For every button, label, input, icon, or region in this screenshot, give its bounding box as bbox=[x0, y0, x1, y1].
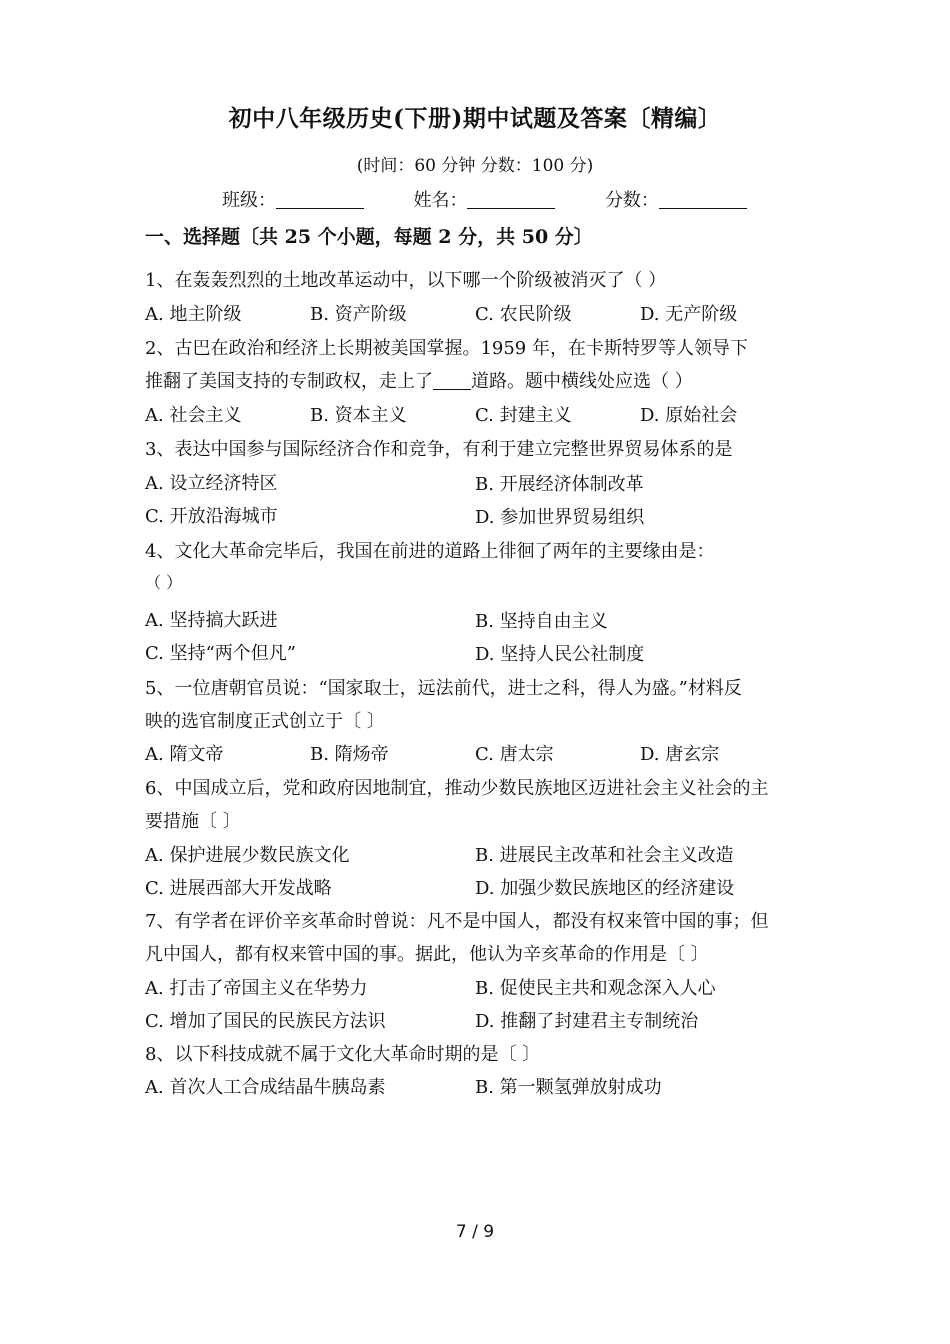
q7-option-b: B. 促使民主共和观念深入人心 bbox=[475, 978, 716, 999]
q5-option-c: C. 唐太宗 bbox=[475, 744, 554, 765]
section-title: 一、选择题〔共 25 个小题，每题 2 分，共 50 分〕 bbox=[145, 226, 593, 248]
class-blank bbox=[276, 190, 364, 209]
q2-option-a: A. 社会主义 bbox=[145, 405, 242, 426]
q3-option-d: D. 参加世界贸易组织 bbox=[475, 507, 645, 528]
q4-option-d: D. 坚持人民公社制度 bbox=[475, 644, 645, 665]
q7-option-a: A. 打击了帝国主义在华势力 bbox=[145, 978, 368, 999]
q2-option-c: C. 封建主义 bbox=[475, 405, 572, 426]
q8-option-a: A. 首次人工合成结晶牛胰岛素 bbox=[145, 1077, 386, 1098]
q5-option-a: A. 隋文帝 bbox=[145, 744, 224, 765]
q3-option-a: A. 设立经济特区 bbox=[145, 473, 278, 494]
page-number: 7 / 9 bbox=[455, 1222, 495, 1242]
answer-blank bbox=[433, 371, 471, 390]
question-7-line-2: 凡中国人，都有权来管中国的事。据此，他认为辛亥革命的作用是〔 〕 bbox=[145, 944, 709, 965]
q8-option-b: B. 第一颗氢弹放射成功 bbox=[475, 1077, 662, 1098]
q3-option-c: C. 开放沿海城市 bbox=[145, 506, 278, 527]
q4-option-a: A. 坚持搞大跃进 bbox=[145, 610, 278, 631]
q1-option-c: C. 农民阶级 bbox=[475, 304, 572, 325]
q5-option-d: D. 唐玄宗 bbox=[640, 744, 720, 765]
q6-option-d: D. 加强少数民族地区的经济建设 bbox=[475, 878, 735, 899]
question-3: 3、表达中国参与国际经济合作和竞争，有利于建立完整世界贸易体系的是 bbox=[145, 439, 733, 460]
q6-option-b: B. 进展民主改革和社会主义改造 bbox=[475, 845, 734, 866]
question-4: 4、文化大革命完毕后，我国在前进的道路上徘徊了两年的主要缘由是： bbox=[145, 541, 715, 562]
question-5-line-2: 映的选官制度正式创立于〔 〕 bbox=[145, 711, 385, 732]
q2-option-d: D. 原始社会 bbox=[640, 405, 738, 426]
question-2-text-after-blank: 道路。题中横线处应选（ ） bbox=[471, 371, 693, 392]
question-8: 8、以下科技成就不属于文化大革命时期的是〔 〕 bbox=[145, 1044, 541, 1065]
q7-option-c: C. 增加了国民的民族民方法识 bbox=[145, 1011, 386, 1032]
q2-option-b: B. 资本主义 bbox=[310, 405, 407, 426]
q7-option-d: D. 推翻了封建君主专制统治 bbox=[475, 1011, 699, 1032]
question-2-text-before-blank: 推翻了美国支持的专制政权，走上了 bbox=[145, 371, 433, 392]
page-title: 初中八年级历史(下册)期中试题及答案〔精编〕 bbox=[228, 105, 722, 132]
question-4-line-2: （ ） bbox=[145, 573, 183, 592]
name-blank bbox=[467, 190, 555, 209]
student-info-row bbox=[222, 186, 747, 212]
score-label: 分数： bbox=[604, 190, 659, 211]
q6-option-a: A. 保护进展少数民族文化 bbox=[145, 845, 350, 866]
q1-option-a: A. 地主阶级 bbox=[145, 304, 242, 325]
question-2-line-2 bbox=[145, 367, 693, 393]
question-7: 7、有学者在评价辛亥革命时曾说：凡不是中国人，都没有权来管中国的事；但 bbox=[145, 911, 769, 932]
q6-option-c: C. 进展西部大开发战略 bbox=[145, 878, 332, 899]
question-6-line-2: 要措施〔 〕 bbox=[145, 811, 241, 832]
q4-option-c: C. 坚持“两个但凡” bbox=[145, 643, 296, 664]
question-5: 5、一位唐朝官员说：“国家取士，远法前代，进士之科，得人为盛。”材料反 bbox=[145, 678, 742, 699]
question-1: 1、在轰轰烈烈的土地改革运动中，以下哪一个阶级被消灭了（ ） bbox=[145, 270, 667, 291]
class-label: 班级： bbox=[222, 190, 276, 211]
question-6: 6、中国成立后，党和政府因地制宜，推动少数民族地区迈进社会主义社会的主 bbox=[145, 778, 769, 799]
q3-option-b: B. 开展经济体制改革 bbox=[475, 474, 644, 495]
q4-option-b: B. 坚持自由主义 bbox=[475, 611, 608, 632]
q1-option-b: B. 资产阶级 bbox=[310, 304, 407, 325]
name-label: 姓名： bbox=[413, 190, 468, 211]
q1-option-d: D. 无产阶级 bbox=[640, 304, 738, 325]
exam-time-score: (时间：60 分钟 分数：100 分) bbox=[356, 156, 594, 176]
question-2: 2、古巴在政治和经济上长期被美国掌握。1959 年，在卡斯特罗等人领导下 bbox=[145, 338, 748, 359]
q5-option-b: B. 隋炀帝 bbox=[310, 744, 389, 765]
score-blank bbox=[659, 190, 747, 209]
